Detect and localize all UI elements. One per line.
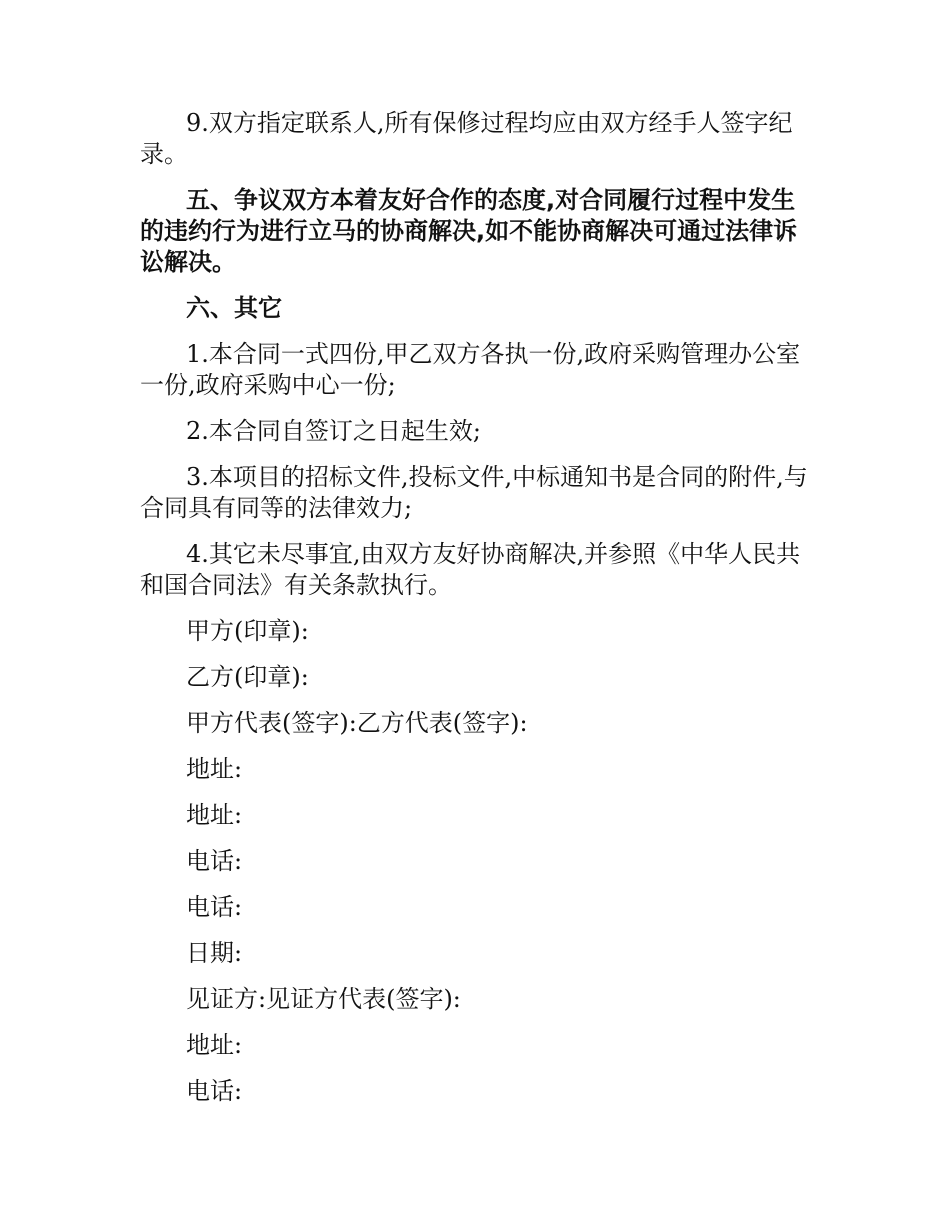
representatives-signature-line: 甲方代表(签字):乙方代表(签字): [186, 709, 528, 737]
address-line-b: 地址: [186, 801, 243, 829]
phone-line-b: 电话: [186, 893, 243, 921]
other-clause-4: 4.其它未尽事宜,由双方友好协商解决,并参照《中华人民共和国合同法》有关条款执行。 [140, 540, 801, 599]
clause-9-paragraph: 9.双方指定联系人,所有保修过程均应由双方经手人签字纪录。 [140, 109, 793, 168]
section-6-heading: 六、其它 [186, 294, 282, 322]
other-clause-2: 2.本合同自签订之日起生效; [186, 417, 481, 445]
section-5-dispute-paragraph: 五、争议双方本着友好合作的态度,对合同履行过程中发生的违约行为进行立马的协商解决,如不能协商解决可通过法律诉讼解决。 [140, 186, 798, 276]
date-line: 日期: [186, 939, 243, 967]
phone-line-a: 电话: [186, 847, 243, 875]
witness-line: 见证方:见证方代表(签字): [186, 985, 461, 1013]
witness-phone-line: 电话: [186, 1077, 243, 1105]
address-line-a: 地址: [186, 755, 243, 783]
other-clause-3: 3.本项目的招标文件,投标文件,中标通知书是合同的附件,与合同具有同等的法律效力; [140, 463, 808, 522]
party-a-seal-line: 甲方(印章): [186, 617, 309, 645]
witness-address-line: 地址: [186, 1031, 243, 1059]
party-b-seal-line: 乙方(印章): [186, 663, 309, 691]
other-clause-1: 1.本合同一式四份,甲乙双方各执一份,政府采购管理办公室一份,政府采购中心一份; [140, 340, 801, 399]
document-body [140, 108, 810, 1122]
